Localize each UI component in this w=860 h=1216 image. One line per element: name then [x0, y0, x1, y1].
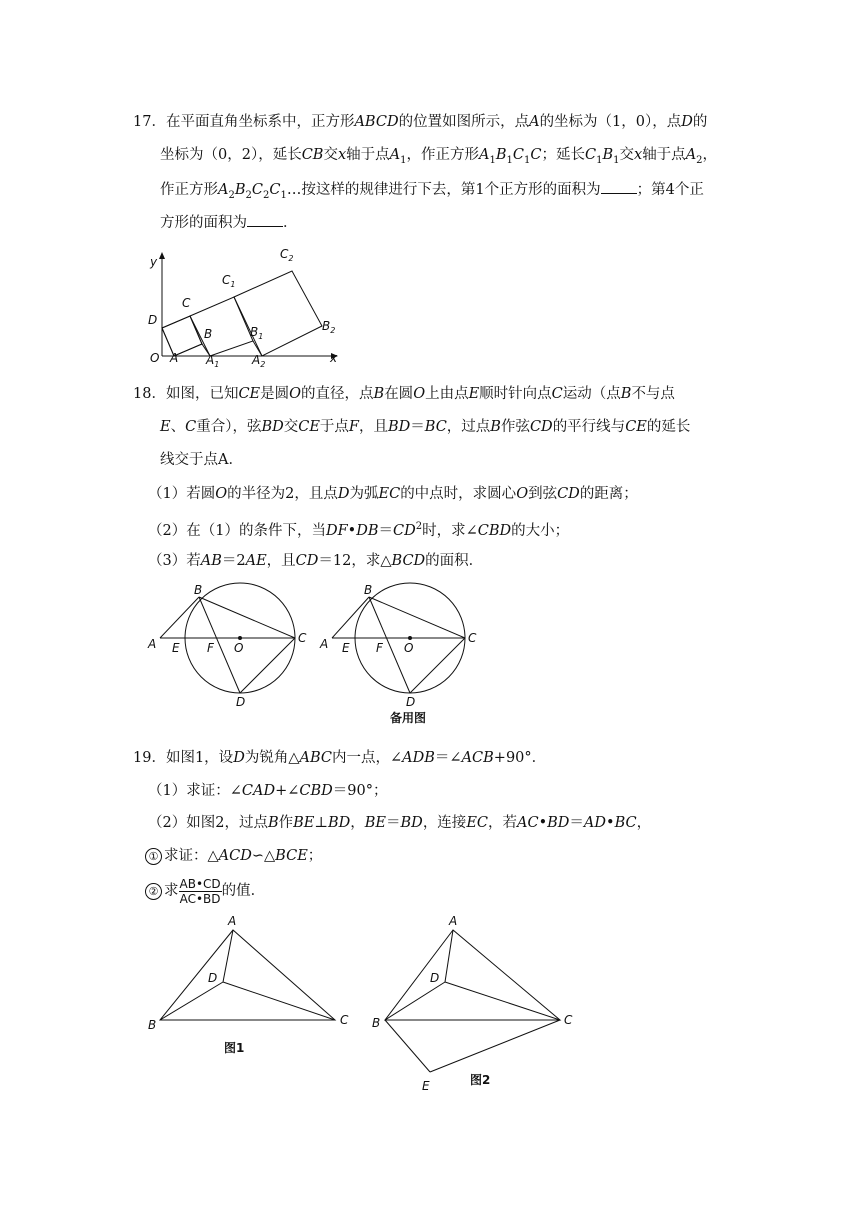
label-f: F — [376, 641, 383, 655]
q19-sub-1: ① 求证：△ACD∽△BCE； — [145, 846, 322, 866]
q18-line-3: 线交于点A． — [160, 452, 243, 468]
label-e: E — [422, 1079, 430, 1093]
label-e: E — [342, 641, 350, 655]
q18-part-1: （1）若圆O的半径为2，且点D为弧EC的中点时，求圆心O到弦CD的距离； — [148, 486, 638, 502]
label-d: D — [148, 313, 158, 327]
label-o: O — [150, 351, 160, 365]
label-o: O — [404, 641, 414, 655]
q18-part-2: （2）在（1）的条件下，当$DF•DB=CD^2$时，求∠CBD的大小； — [148, 521, 570, 539]
label-a1: $A_1$ — [206, 353, 220, 368]
q19-figure-1 — [148, 914, 349, 1055]
label-y: y — [150, 255, 158, 269]
q17-line-2: 坐标为（0，2），延长CB交x轴于点$A_1$，作正方形$A_1B_1C_1C$；延长$C_1B_1$交x轴于点$A_2$， — [160, 147, 718, 166]
q18-line-2: E、C重合），弦BD交CE于点F，且BD＝BC，过点B作弦CD的平行线与CE的延长 — [160, 419, 691, 435]
answer-blank-1[interactable] — [601, 181, 637, 194]
label-e: E — [172, 641, 180, 655]
label-b2: $B_2$ — [322, 319, 336, 335]
label-a: A — [320, 637, 329, 651]
q18-spare-figure — [319, 583, 477, 725]
q19-figure-2 — [372, 914, 573, 1093]
label-a: A — [228, 914, 237, 928]
q17-line-3: 作正方形$A_2B_2C_2C_1\dots$按这样的规律进行下去，第1个正方形的面积为 ；第4个正 — [160, 182, 704, 201]
q18-figure — [140, 580, 490, 730]
label-d: D — [430, 971, 440, 985]
label-d: D — [208, 971, 218, 985]
label-c1: $C_1$ — [222, 273, 236, 289]
label-b: B — [204, 327, 213, 341]
label-a: A — [449, 914, 458, 928]
figure-1-caption: 图1 — [224, 1041, 245, 1055]
label-x: x — [330, 351, 338, 365]
label-c2: $C_2$ — [280, 247, 294, 263]
q19-figure — [140, 912, 590, 1097]
label-a2: $A_2$ — [252, 353, 266, 368]
q19-line-1: 19．如图1，设D为锐角△ABC内一点，∠ADB＝∠ACB+90°． — [133, 750, 547, 766]
q19-part-2: （2）如图2，过点B作BE⊥BD，BE＝BD，连接EC，若AC•BD＝AD•BC， — [148, 815, 652, 831]
label-b: B — [194, 583, 203, 597]
spare-figure-caption: 备用图 — [390, 711, 427, 725]
label-c: C — [298, 631, 307, 645]
q17-line-1: 17．在平面直角坐标系中，正方形ABCD的位置如图所示，点A的坐标为（1，0），点D的 — [133, 114, 708, 130]
label-c: C — [468, 631, 477, 645]
label-b: B — [148, 1018, 157, 1032]
label-o: O — [234, 641, 244, 655]
figure-2-caption: 图2 — [470, 1073, 491, 1087]
q19-sub-2: ② 求 $\frac{AB•CD}{AC•BD}$ 的值． — [145, 876, 265, 906]
label-b1: $B_1$ — [250, 325, 264, 341]
fraction: $\frac{AB•CD}{AC•BD}$ — [179, 876, 221, 906]
q17-figure — [140, 244, 350, 368]
answer-blank-2[interactable] — [247, 214, 283, 227]
label-b: B — [372, 1016, 381, 1030]
label-a: A — [148, 637, 157, 651]
q18-main-figure — [147, 583, 307, 709]
q17-line-4: 方形的面积为 ． — [160, 215, 298, 231]
label-c: C — [564, 1013, 573, 1027]
label-d: D — [236, 695, 246, 709]
label-f: F — [207, 641, 214, 655]
q19-part-1: （1）求证：∠CAD+∠CBD＝90°； — [148, 783, 388, 799]
q18-line-1: 18．如图，已知CE是圆O的直径，点B在圆O上由点E顺时针向点C运动（点B不与点 — [133, 386, 675, 402]
label-c: C — [182, 296, 191, 310]
label-d: D — [406, 695, 416, 709]
label-a: A — [170, 351, 179, 365]
label-b: B — [364, 583, 373, 597]
q18-part-3: （3）若AB＝2AE，且CD＝12，求△BCD的面积． — [148, 553, 484, 569]
label-c: C — [340, 1013, 349, 1027]
